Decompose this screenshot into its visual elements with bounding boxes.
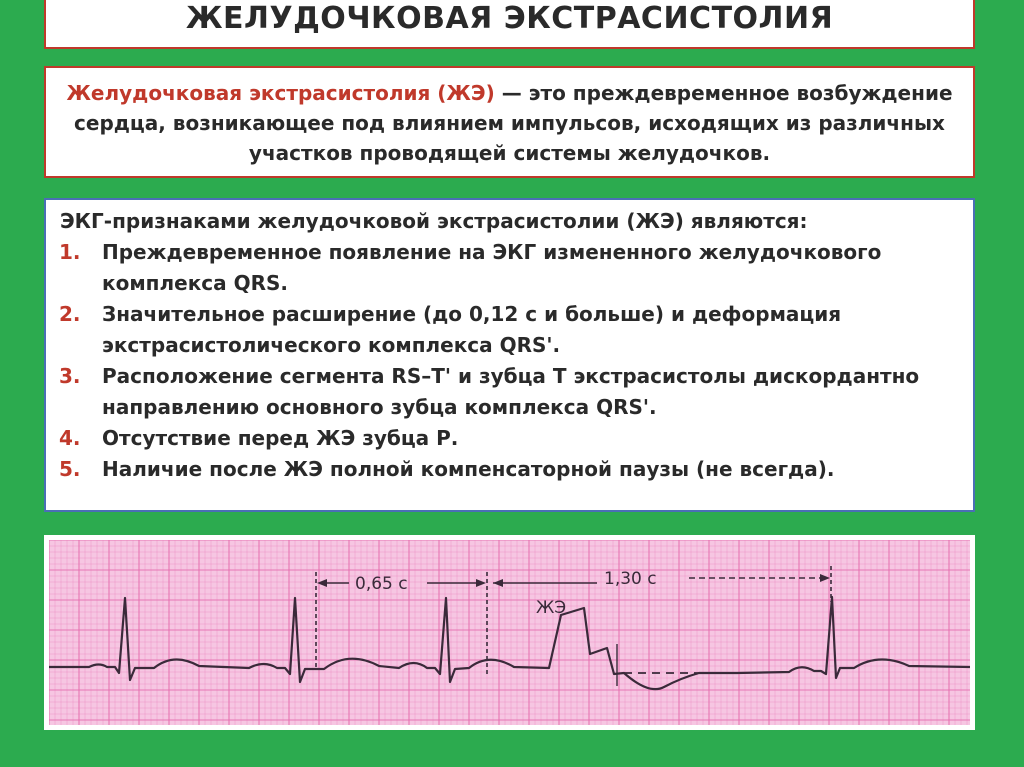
definition-box	[44, 66, 975, 178]
item-text: Наличие после ЖЭ полной компенсаторной паузы (не всегда).	[102, 457, 835, 481]
ecg-figure	[44, 535, 975, 730]
interval-label: 1,30 с	[604, 569, 657, 589]
signs-box	[44, 198, 975, 512]
list-item	[58, 423, 961, 454]
item-number: 4.	[59, 426, 81, 450]
item-number: 2.	[59, 302, 81, 326]
item-number: 1.	[59, 240, 81, 264]
item-text: Расположение сегмента RS–T' и зубца Т экстрасистолы дискордантно направлению основного зубца комплекса QRS'.	[102, 364, 920, 419]
list-item	[58, 361, 961, 423]
definition-text: — это преждевременное возбуждение сердца, возникающее под влиянием импульсов, исходящих из различных участков проводящей системы желудочков.	[74, 81, 953, 165]
item-number: 3.	[59, 364, 81, 388]
page-title: ЖЕЛУДОЧКОВАЯ ЭКСТРАСИСТОЛИЯ	[185, 1, 834, 36]
list-item	[58, 454, 961, 485]
item-text: Преждевременное появление на ЭКГ измененного желудочкового комплекса QRS.	[102, 240, 882, 295]
item-text: Отсутствие перед ЖЭ зубца Р.	[102, 426, 459, 450]
list-item	[58, 299, 961, 361]
interval-label: 0,65 с	[355, 574, 408, 594]
ecg-strip	[49, 540, 970, 725]
title-banner	[44, 0, 975, 49]
item-text: Значительное расширение (до 0,12 с и больше) и деформация экстрасистолического комплекса QRS'.	[102, 302, 842, 357]
pvc-label: ЖЭ	[536, 598, 567, 618]
item-number: 5.	[59, 457, 81, 481]
list-item	[58, 237, 961, 299]
signs-list	[58, 237, 961, 485]
definition-term: Желудочковая экстрасистолия (ЖЭ)	[66, 81, 495, 105]
signs-lead: ЭКГ-признаками желудочковой экстрасистолии (ЖЭ) являются:	[60, 209, 808, 233]
